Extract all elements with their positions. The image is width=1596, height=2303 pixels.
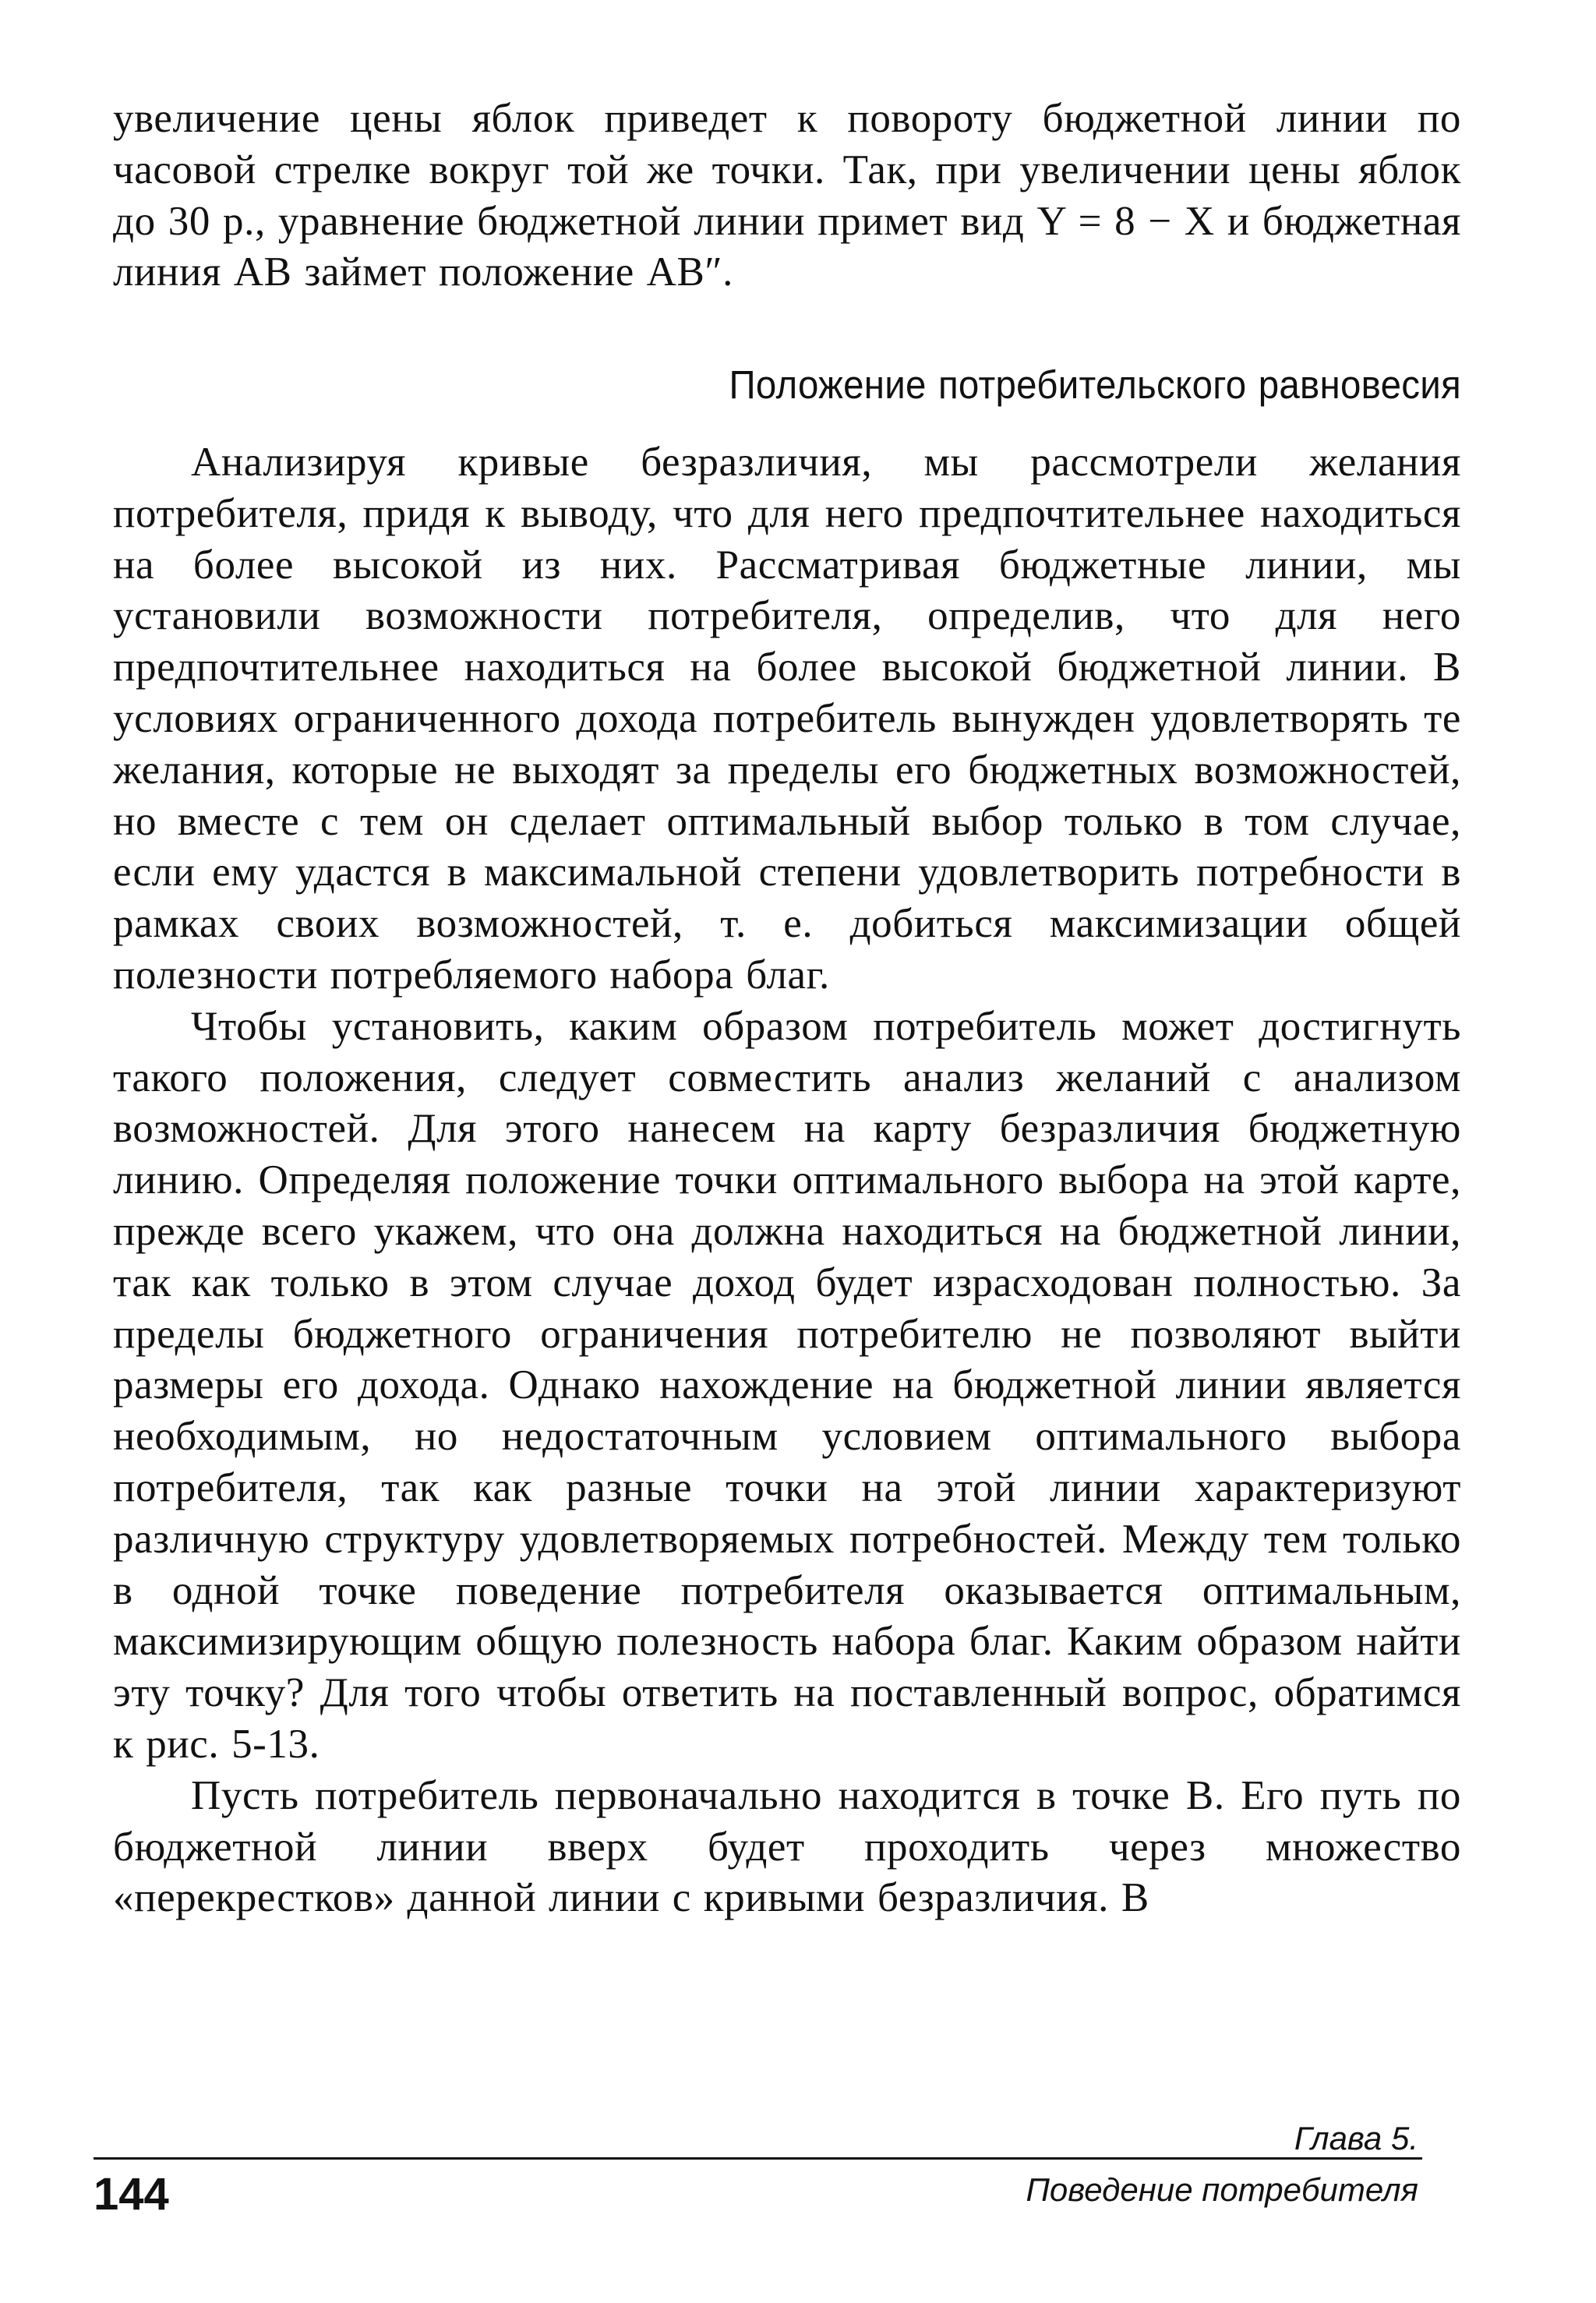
paragraph-intro: увеличение цены яблок приведет к повороту бюджетной линии по часовой стрелке вокруг той же точки. Так, при увеличении цены яблок до 30 р., уравнение бюджетной линии примет вид Y = 8 − X и бюджетная линия AB займет положение AB″. xyxy=(113,96,1461,295)
paragraph-analysis: Анализируя кривые безразличия, мы рассмотрели желания потребителя, придя к выводу, что для него предпочтительнее находиться на более высокой из них. Рассматривая бюджетные линии, мы установили возможности потребителя, определив, что для него предпочтительнее находиться на более высокой бюджетной линии. В условиях ограниченного дохода потребитель вынужден удовлетворять те желания, которые не выходят за пределы его бюджетных возможностей, но вместе с тем он сделает оптимальный выбор только в том случае, если ему удастся в максимальной степени удовлетворить потребности в рамках своих возможностей, т. е. добиться максимизации общей полезности потребляемого набора благ. xyxy=(113,439,1461,998)
section-heading: Положение потребительского равновесия xyxy=(729,362,1461,408)
paragraph-point-b: Пусть потребитель первоначально находится в точке B. Его путь по бюджетной линии вверх будет проходить через множество «перекрестков» данной линии с кривыми безразличия. В xyxy=(113,1772,1461,1921)
page-number: 144 xyxy=(94,2169,169,2220)
page-footer xyxy=(94,2120,1442,2221)
paragraph-optimal-choice: Чтобы установить, каким образом потребитель может достигнуть такого положения, следует совместить анализ желаний с анализом возможностей. Для этого нанесем на карту безразличия бюджетную линию. Определяя положение точки оптимального выбора на этой карте, прежде всего укажем, что она должна находиться на бюджетной линии, так как только в этом случае доход будет израсходован полностью. За пределы бюджетного ограничения потребителю не позволяют выйти размеры его дохода. Однако нахождение на бюджетной линии является необходимым, но недостаточным условием оптимального выбора потребителя, так как разные точки на этой линии характеризуют различную структуру удовлетворяемых потребностей. Между тем только в одной точке поведение потребителя оказывается оптимальным, максимизирующим общую полезность набора благ. Каким образом найти эту точку? Для того чтобы ответить на поставленный вопрос, обратимся к рис. 5-13. xyxy=(113,1003,1461,1767)
chapter-label: Глава 5. xyxy=(1294,2120,1418,2156)
running-title: Поведение потребителя xyxy=(1026,2171,1418,2208)
footer-divider xyxy=(94,2157,1422,2160)
page-content xyxy=(113,94,1461,1924)
document-body xyxy=(113,94,1461,1924)
